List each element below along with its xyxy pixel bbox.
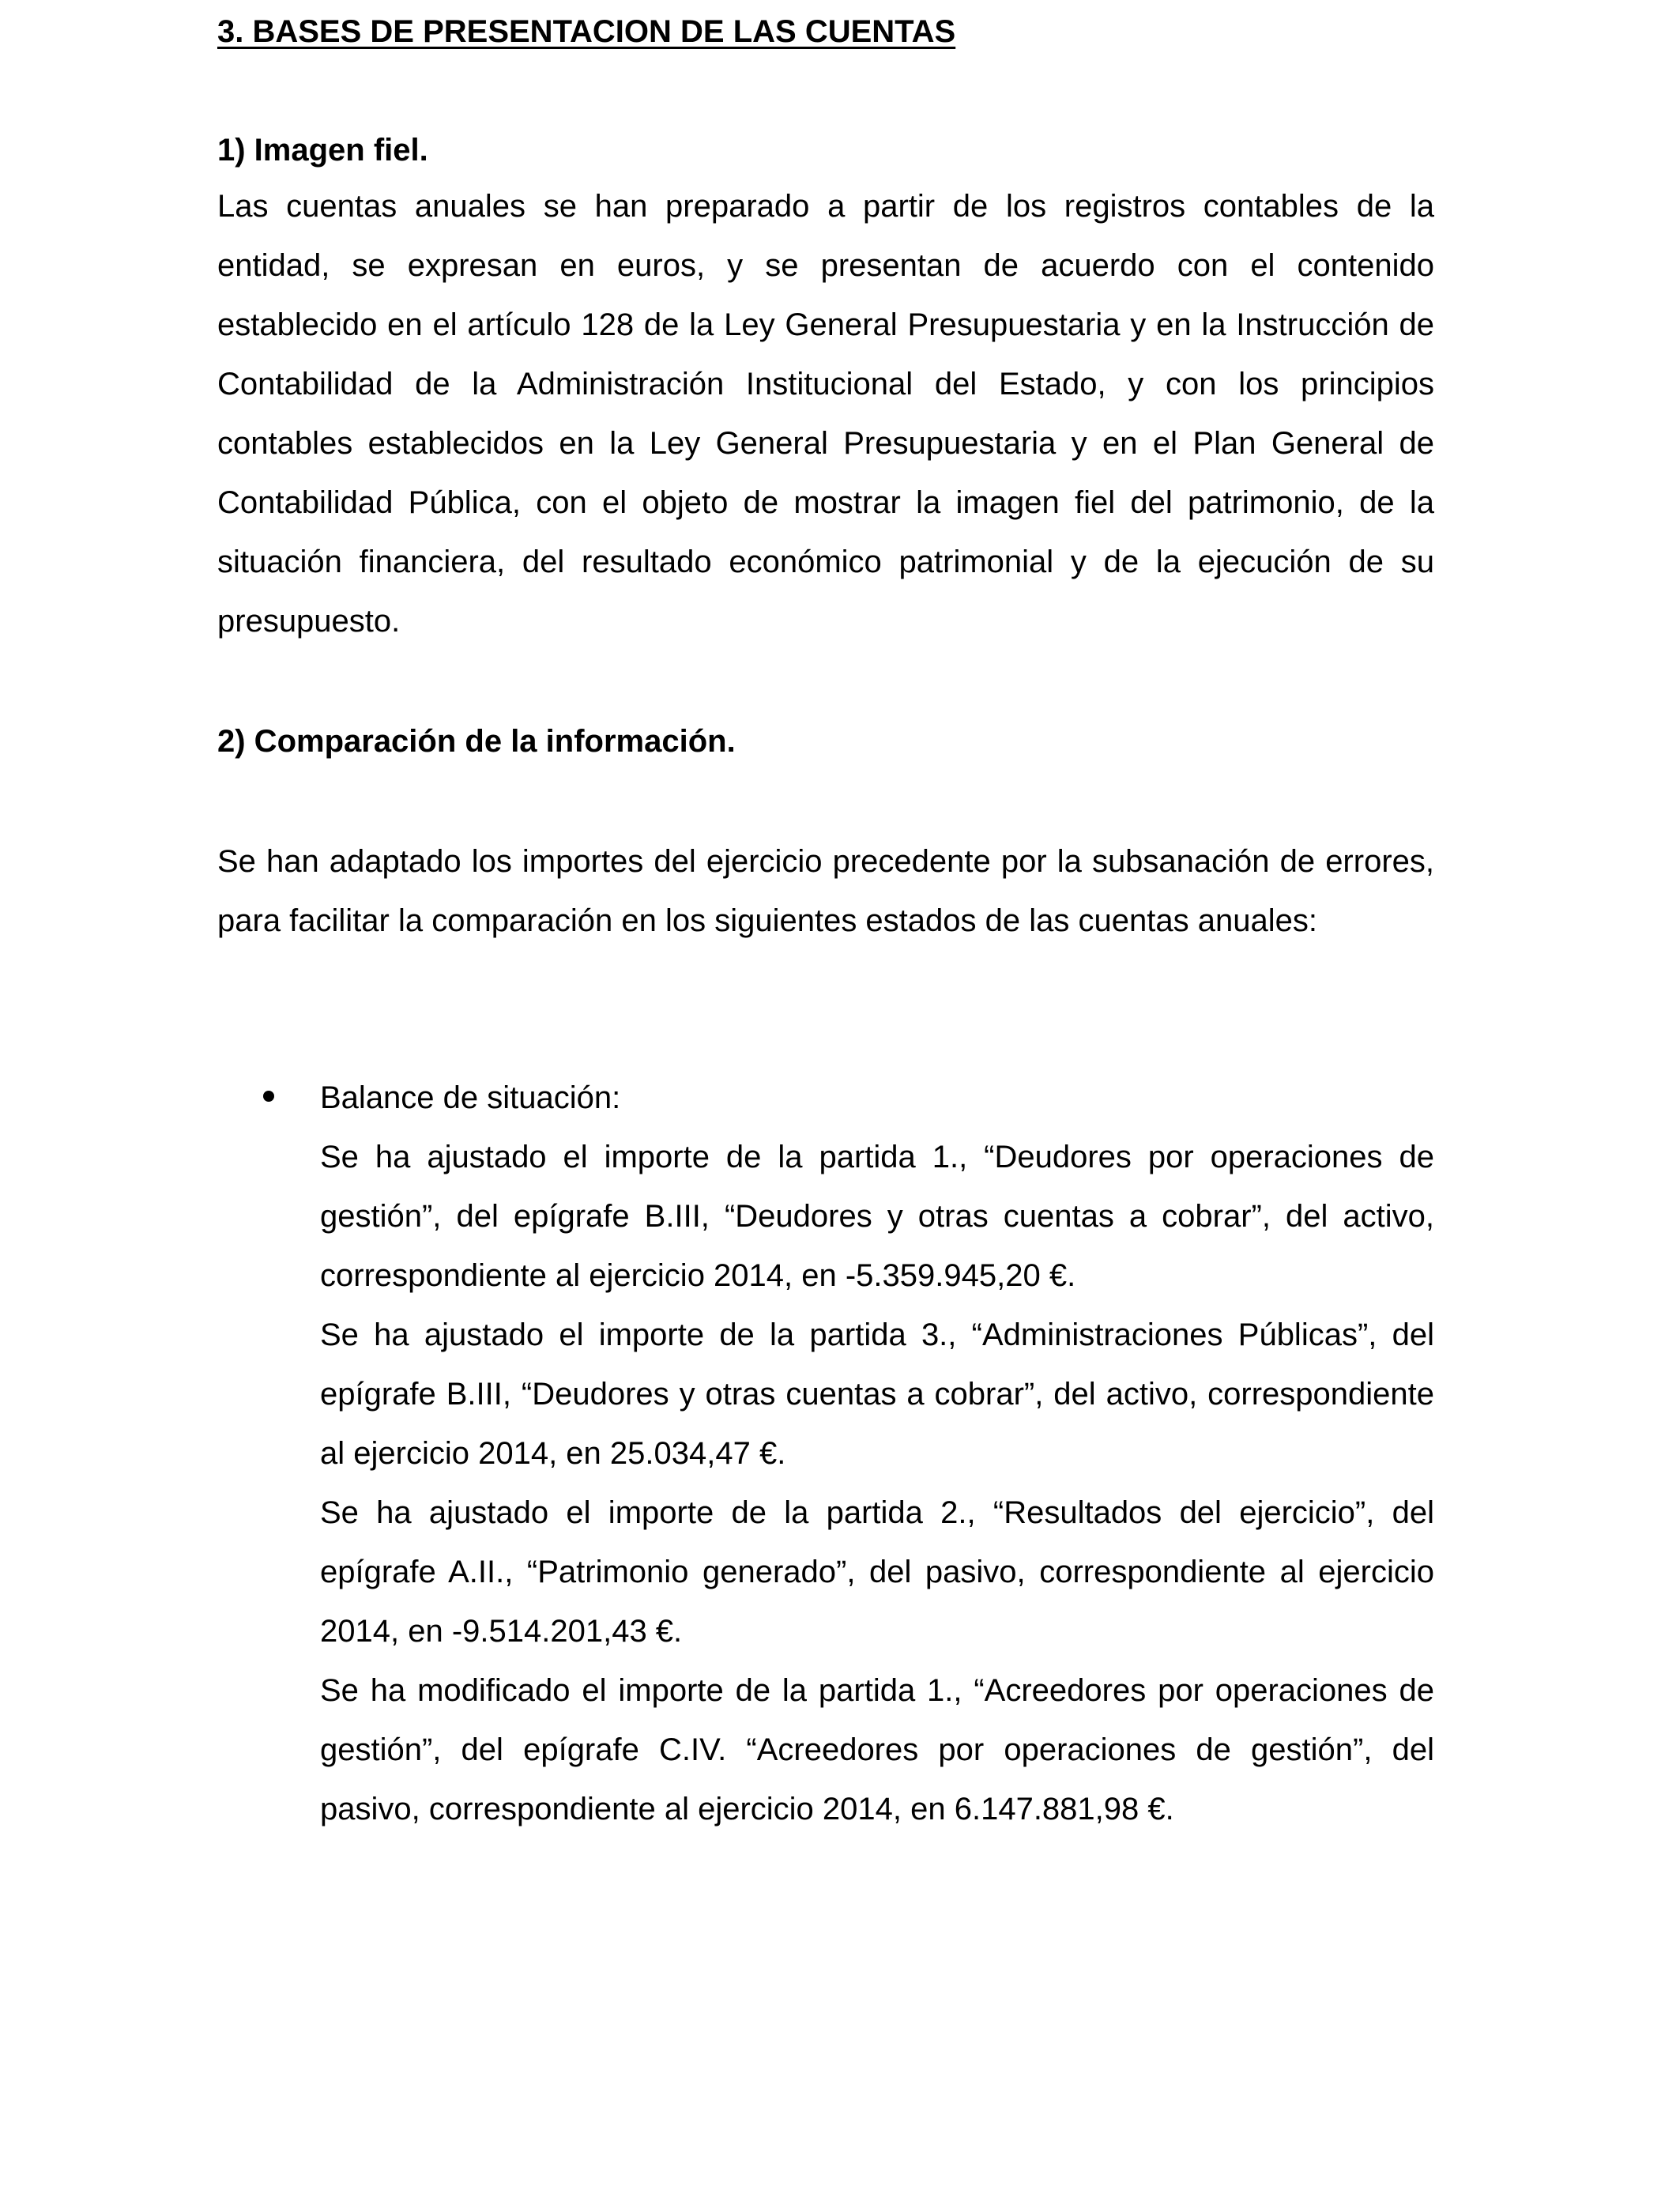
bullet-paragraph: Se ha ajustado el importe de la partida 2., “Resultados del ejercicio”, del epígrafe A.II., “Patrimonio generado”, del pasivo, correspondiente al ejercicio 2014, en -9.514.201,43 €. xyxy=(320,1495,1434,1649)
paragraph-imagen-fiel: Las cuentas anuales se han preparado a partir de los registros contables de la entidad, se expresan en euros, y se presentan de acuerdo con el contenido establecido en el artículo 128 de la Ley General Presupuestaria y en la Instrucción de Contabilidad de la Administración Institucional del Estado, y con los principios contables establecidos en la Ley General Presupuestaria y en el Plan General de Contabilidad Pública, con el objeto de mostrar la imagen fiel del patrimonio, de la situación financiera, del resultado económico patrimonial y de la ejecución de su presupuesto. xyxy=(217,189,1434,639)
bullet-paragraph: Se ha ajustado el importe de la partida 3., “Administraciones Públicas”, del epígrafe B.III, “Deudores y otras cuentas a cobrar”, del activo, correspondiente al ejercicio 2014, en 25.034,47 €. xyxy=(320,1318,1434,1471)
section-title: 3. BASES DE PRESENTACION DE LAS CUENTAS xyxy=(217,14,956,49)
heading-comparacion: 2) Comparación de la información. xyxy=(217,724,736,759)
bullet-title-balance: Balance de situación: xyxy=(320,1080,621,1115)
bullet-paragraph: Se ha ajustado el importe de la partida 1., “Deudores por operaciones de gestión”, del epígrafe B.III, “Deudores y otras cuentas a cobrar”, del activo, correspondiente al ejercicio 2014, en -5.359.945,20 €. xyxy=(320,1140,1434,1293)
paragraph-comparacion-intro: Se han adaptado los importes del ejercicio precedente por la subsanación de errores, para facilitar la comparación en los siguientes estados de las cuentas anuales: xyxy=(217,844,1434,938)
heading-imagen-fiel: 1) Imagen fiel. xyxy=(217,133,428,168)
bullet-paragraph: Se ha modificado el importe de la partida 1., “Acreedores por operaciones de gestión”, del epígrafe C.IV. “Acreedores por operaciones de gestión”, del pasivo, correspondiente al ejercicio 2014, en 6.147.881,98 €. xyxy=(320,1673,1434,1826)
bullet-icon xyxy=(263,1091,274,1102)
